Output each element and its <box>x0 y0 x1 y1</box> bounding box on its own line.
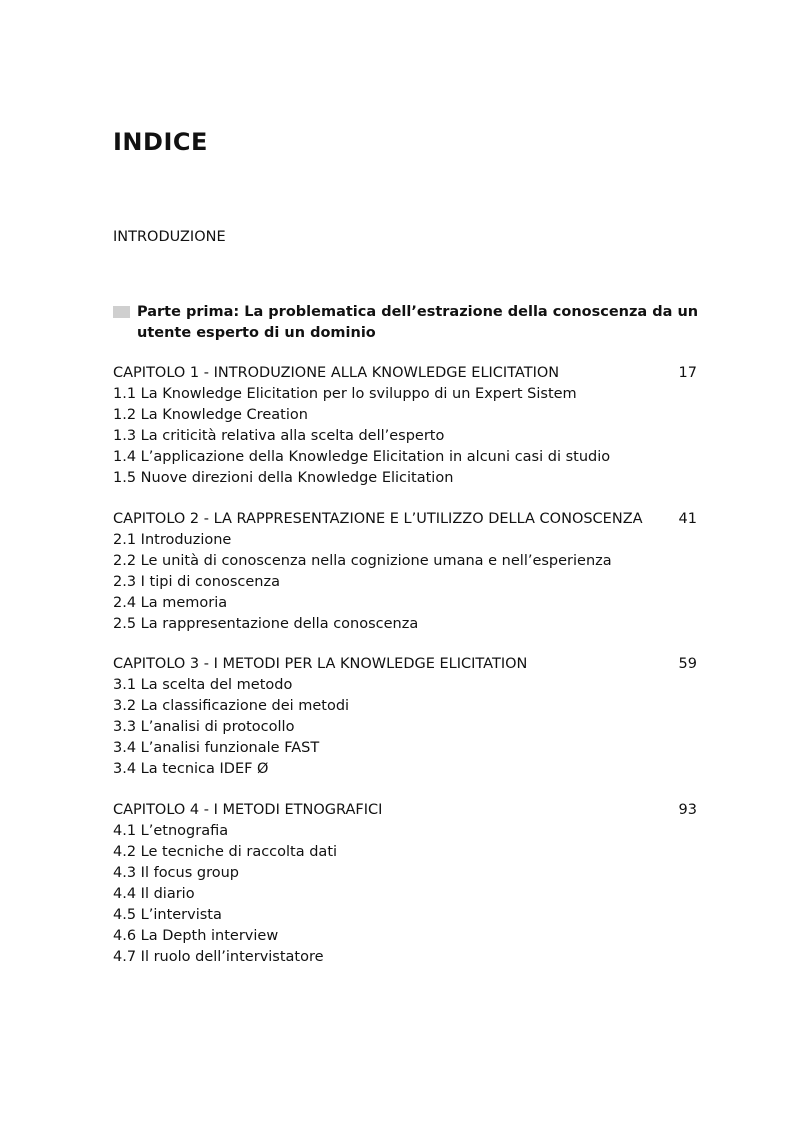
chapter-page-number: 17 <box>678 365 697 381</box>
toc-entry: 2.2 Le unità di conoscenza nella cognizione umana e nell’esperienza <box>113 553 612 569</box>
toc-entry: 1.4 L’applicazione della Knowledge Elicitation in alcuni casi di studio <box>113 449 611 465</box>
chapter-block-4 <box>113 800 703 968</box>
introduction-heading: INTRODUZIONE <box>113 229 226 245</box>
chapter-block-2 <box>113 509 703 635</box>
toc-entry: 4.7 Il ruolo dell’intervistatore <box>113 949 324 965</box>
chapter-heading <box>113 800 703 821</box>
chapter-title: CAPITOLO 1 - INTRODUZIONE ALLA KNOWLEDGE ELICITATION <box>113 365 560 381</box>
toc-entry: 2.1 Introduzione <box>113 532 232 548</box>
chapter-heading <box>113 509 703 530</box>
toc-entry: 3.1 La scelta del metodo <box>113 677 293 693</box>
chapter-title: CAPITOLO 3 - I METODI PER LA KNOWLEDGE ELICITATION <box>113 656 528 672</box>
toc-entry: 2.5 La rappresentazione della conoscenza <box>113 616 419 632</box>
toc-entry: 4.5 L’intervista <box>113 907 222 923</box>
toc-entry: 4.2 Le tecniche di raccolta dati <box>113 844 338 860</box>
toc-entry: 1.5 Nuove direzioni della Knowledge Elicitation <box>113 470 454 486</box>
chapter-page-number: 59 <box>678 656 697 672</box>
toc-entry: 4.3 Il focus group <box>113 865 239 881</box>
chapter-title: CAPITOLO 2 - LA RAPPRESENTAZIONE E L’UTILIZZO DELLA CONOSCENZA <box>113 511 643 527</box>
toc-entry: 3.3 L’analisi di protocollo <box>113 719 295 735</box>
page-title: INDICE <box>113 128 208 156</box>
chapter-block-3 <box>113 654 703 780</box>
toc-entry: 3.4 L’analisi funzionale FAST <box>113 740 320 756</box>
chapter-page-number: 93 <box>678 802 697 818</box>
toc-entry: 4.1 L’etnografia <box>113 823 229 839</box>
chapter-title: CAPITOLO 4 - I METODI ETNOGRAFICI <box>113 802 383 818</box>
toc-entry: 1.2 La Knowledge Creation <box>113 407 308 423</box>
toc-entry: 2.3 I tipi di conoscenza <box>113 574 280 590</box>
toc-entry: 3.2 La classificazione dei metodi <box>113 698 350 714</box>
chapter-block-1 <box>113 363 703 489</box>
toc-entry: 4.4 Il diario <box>113 886 195 902</box>
toc-entry: 3.4 La tecnica IDEF Ø <box>113 761 269 777</box>
chapter-page-number: 41 <box>678 511 697 527</box>
toc-entry: 1.1 La Knowledge Elicitation per lo sviluppo di un Expert Sistem <box>113 386 577 402</box>
toc-entry: 2.4 La memoria <box>113 595 228 611</box>
chapter-heading <box>113 654 703 675</box>
chapter-heading <box>113 363 703 384</box>
part-marker-icon <box>113 306 130 318</box>
toc-entry: 4.6 La Depth interview <box>113 928 279 944</box>
toc-entry: 1.3 La criticità relativa alla scelta dell’esperto <box>113 428 445 444</box>
part-title: Parte prima: La problematica dell’estrazione della conoscenza da un utente esperto di un dominio <box>137 304 699 341</box>
